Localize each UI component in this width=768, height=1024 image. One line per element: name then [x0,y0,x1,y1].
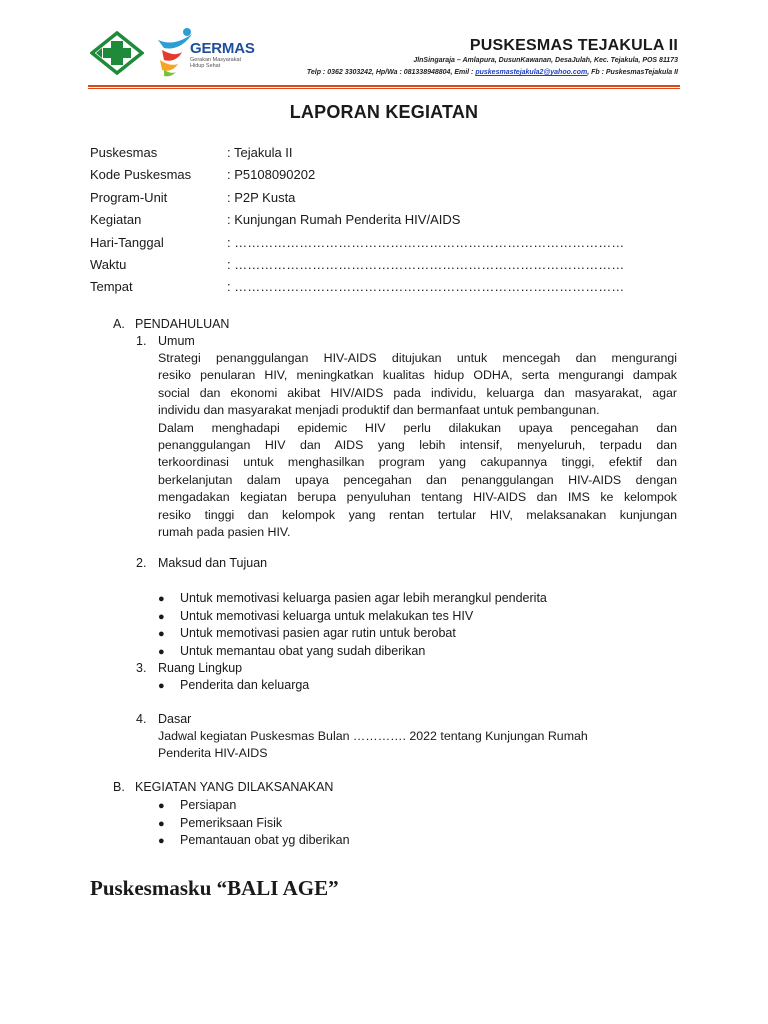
info-row [90,254,690,276]
list-item [158,832,350,850]
info-value: : P5108090202 [227,167,316,183]
bullet-icon: ● [158,611,165,623]
paragraph-line: rumah pada pasien HIV. [158,525,291,540]
info-row [90,187,690,209]
info-value: : Tejakula II [227,145,293,160]
list-item-text: Pemantauan obat yg diberikan [180,833,350,847]
bullet-icon: ● [158,835,165,847]
germas-figure-icon [154,26,194,78]
info-row [90,142,690,164]
list-item [158,643,425,661]
germas-tagline: Gerakan Masyarakat Hidup Sehat [190,57,242,69]
paragraph-line: Jadwal kegiatan Puskesmas Bulan …………. 2022 tentang Kunjungan Rumah [158,729,588,743]
subsection-heading [136,711,191,728]
paragraph-line: Dalam menghadapi epidemic HIV perlu dilakukan upaya pencegahan dan [158,420,677,435]
list-item [158,815,282,833]
info-label: Kode Puskesmas [90,167,192,183]
list-item [158,677,309,695]
kemenkes-logo [90,31,144,75]
info-value: : Kunjungan Rumah Penderita HIV/AIDS [227,212,461,228]
paragraph-line: resiko tinggi dan kelompok yang rentan tertular HIV, melaksanakan kunjungan [158,507,677,522]
section-letter: A. [113,317,125,331]
info-label: Program-Unit [90,189,168,205]
section-title: KEGIATAN YANG DILAKSANAKAN [135,780,334,794]
info-row [90,276,690,298]
paragraph-line: Penderita HIV-AIDS [158,746,268,761]
info-row [90,232,690,254]
list-item-text: Untuk memotivasi pasien agar rutin untuk berobat [180,626,456,640]
list-item-text: Penderita dan keluarga [180,678,310,692]
subsection-number: 4. [136,712,147,726]
list-item-text: Persiapan [180,798,237,812]
subsection-title: Umum [158,334,195,348]
list-item [158,608,473,626]
info-value: : ……………………………………………………………………………… [227,234,625,250]
info-value: : P2P Kusta [227,189,296,205]
contact-prefix: Telp : 0362 3303242, Hp/Wa : 081338948804, Emil : [306,69,476,76]
bullet-icon: ● [158,800,165,812]
subsection-number: 2. [136,556,147,570]
list-item-text: Untuk memotivasi keluarga pasien agar lebih merangkul penderita [180,591,547,605]
info-table [90,142,690,299]
paragraph-strategi [158,350,677,541]
paragraph-line: penanggulangan HIV dan AIDS yang lebih intensif, menyeluruh, terpadu dan [158,438,677,453]
info-label: Waktu [90,256,127,272]
germas-logo [154,26,264,78]
email-link[interactable]: puskesmastejakula2@yahoo.com [475,69,588,76]
subsection-heading [136,333,195,350]
info-row [90,209,690,231]
paragraph-line: individu dan masyarakat menjadi produktif dan bermanfaat untuk pembangunan. [158,403,600,418]
paragraph-line: berkelanjutan dalam upaya pencegahan dan penanggulangan HIV-AIDS dengan [158,472,677,487]
org-name: PUSKESMAS TEJAKULA II [469,37,678,54]
section-heading [113,779,333,796]
list-item [158,590,547,608]
paragraph-line: Strategi penanggulangan HIV-AIDS ditujukan untuk mencegah dan mengurangi [158,351,677,365]
section-letter: B. [113,780,125,794]
subsection-title: Dasar [158,712,192,726]
subsection-number: 3. [136,661,147,675]
header-rule-top [88,85,680,87]
org-address: JlnSingaraja – Amlapura, DusunKawanan, DesaJulah, Kec. Tejakula, POS 81173 [413,57,678,64]
paragraph-dasar [158,728,677,763]
paragraph-line: terkoordinasi untuk menghasilkan program yang cakupannya tinggi, efektif dan [158,455,677,470]
section-title: PENDAHULUAN [135,317,230,331]
bullet-icon: ● [158,680,165,692]
info-label: Puskesmas [90,145,158,160]
list-item [158,625,456,643]
list-item-text: Pemeriksaan Fisik [180,816,283,830]
info-label: Hari-Tanggal [90,234,164,250]
section-heading [113,316,229,333]
subsection-number: 1. [136,334,147,348]
letterhead [88,26,680,86]
info-label: Tempat [90,279,133,295]
bullet-icon: ● [158,628,165,640]
list-item [158,797,236,815]
org-contact [307,69,678,76]
germas-wordmark: GERMAS [190,40,255,57]
info-value: : ……………………………………………………………………………… [227,279,625,295]
subsection-title: Ruang Lingkup [158,661,243,675]
document-title: LAPORAN KEGIATAN [289,102,479,122]
header-rule-bottom [88,88,680,89]
info-label: Kegiatan [90,212,142,228]
subsection-title: Maksud dan Tujuan [158,556,268,570]
paragraph-line: mengadakan kegiatan berupa penyuluhan tentang HIV-AIDS dan IMS ke kelompok [158,490,677,505]
footer-motto: Puskesmasku “BALI AGE” [90,876,339,900]
info-row [90,164,690,186]
paragraph-line: resiko penularan HIV, meningkatkan kualitas hidup ODHA, serta mengurangi dampak [158,368,677,383]
subsection-heading [136,555,267,572]
list-item-text: Untuk memantau obat yang sudah diberikan [180,644,426,658]
contact-suffix: , Fb : PuskesmasTejakula II [587,69,678,76]
list-item-text: Untuk memotivasi keluarga untuk melakukan tes HIV [180,609,474,623]
paragraph-line: social dan ekonomi akibat HIV/AIDS pada individu, keluarga dan masyarakat, agar [158,385,677,400]
bullet-icon: ● [158,646,165,658]
bullet-icon: ● [158,818,165,830]
info-value: : ……………………………………………………………………………… [227,256,625,272]
bullet-icon: ● [158,593,165,605]
subsection-heading [136,660,242,677]
